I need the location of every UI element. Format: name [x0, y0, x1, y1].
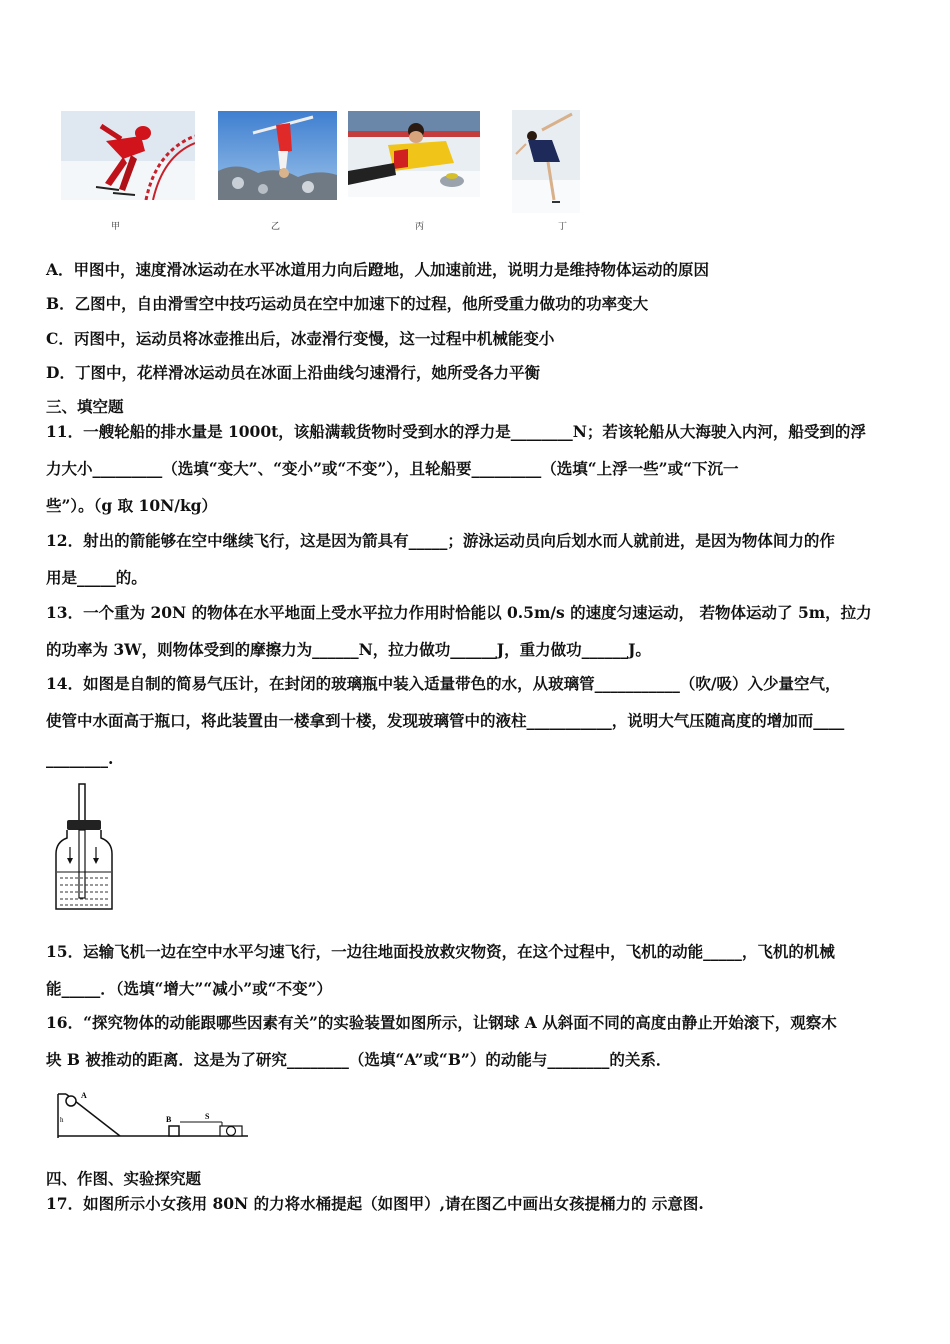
label-b: B [166, 1115, 172, 1124]
caption-bing: 丙 [415, 222, 425, 232]
ramp-diagram [52, 1086, 252, 1142]
q11-line-1: 11．一艘轮船的排水量是 1000t，该船满载货物时受到水的浮力是________N；若该轮船从大海驶入内河，船受到的浮 [46, 422, 866, 441]
q16-line-2: 块 B 被推动的距离．这是为了研究________（选填“A”或“B”）的动能与________的关系． [46, 1050, 672, 1069]
option-d: D．丁图中，花样滑冰运动员在冰面上沿曲线匀速滑行，她所受各力平衡 [46, 363, 540, 382]
q12-line-2: 用是_____的。 [46, 568, 147, 587]
label-s: S [205, 1112, 210, 1121]
caption-ding: 丁 [558, 222, 568, 232]
photo-figure-skating [512, 110, 580, 213]
q14-line-1: 14．如图是自制的简易气压计，在封闭的玻璃瓶中装入适量带色的水，从玻璃管___________（吹/吸）入少量空气， [46, 674, 841, 693]
q14-line-2: 使管中水面高于瓶口，将此装置由一楼拿到十楼，发现玻璃管中的液柱___________，说明大气压随高度的增加而____ [46, 711, 845, 730]
caption-jia: 甲 [111, 222, 121, 232]
photo-speed-skating [61, 111, 195, 200]
q13-line-1: 13．一个重为 20N 的物体在水平地面上受水平拉力作用时恰能以 0.5m/s 的速度匀速运动， 若物体运动了 5m，拉力 [46, 603, 872, 622]
q13-line-2: 的功率为 3W，则物体受到的摩擦力为______N，拉力做功______J，重力做功______J。 [46, 640, 651, 659]
barometer-diagram [52, 782, 116, 914]
section-title-experiment: 四、作图、实验探究题 [46, 1169, 202, 1188]
option-a: A．甲图中，速度滑冰运动在水平冰道用力向后蹬地，人加速前进，说明力是维持物体运动的原因 [46, 260, 710, 279]
q16-line-1: 16．“探究物体的动能跟哪些因素有关”的实验装置如图所示，让钢球 A 从斜面不同的高度由静止开始滚下，观察木 [46, 1013, 837, 1032]
q11-line-3: 些”）。（g 取 10N/kg） [46, 496, 218, 515]
section-title-fill-in: 三、填空题 [46, 397, 124, 416]
photo-curling [348, 111, 480, 197]
label-h: h [60, 1116, 64, 1124]
q14-line-3: ________. [46, 749, 114, 768]
photo-aerial-skiing [218, 111, 337, 200]
option-b: B．乙图中，自由滑雪空中技巧运动员在空中加速下的过程，他所受重力做功的功率变大 [46, 294, 649, 313]
q15-line-1: 15．运输飞机一边在空中水平匀速飞行，一边往地面投放救灾物资，在这个过程中，飞机的动能_____，飞机的机械 [46, 942, 835, 961]
q12-line-1: 12．射出的箭能够在空中继续飞行，这是因为箭具有_____；游泳运动员向后划水而人就前进，是因为物体间力的作 [46, 531, 835, 550]
option-c: C．丙图中，运动员将冰壶推出后，冰壶滑行变慢，这一过程中机械能变小 [46, 329, 555, 348]
q15-line-2: 能_____．（选填“增大”“减小”或“不变”） [46, 979, 332, 998]
q11-line-2: 力大小_________（选填“变大”、“变小”或“不变”），且轮船要_________（选填“上浮一些”或“下沉一 [46, 459, 739, 478]
q17-line: 17．如图所示小女孩用 80N 的力将水桶提起（如图甲）,请在图乙中画出女孩提桶力的 示意图. [46, 1194, 704, 1213]
caption-yi: 乙 [271, 222, 281, 232]
label-a: A [81, 1091, 87, 1100]
